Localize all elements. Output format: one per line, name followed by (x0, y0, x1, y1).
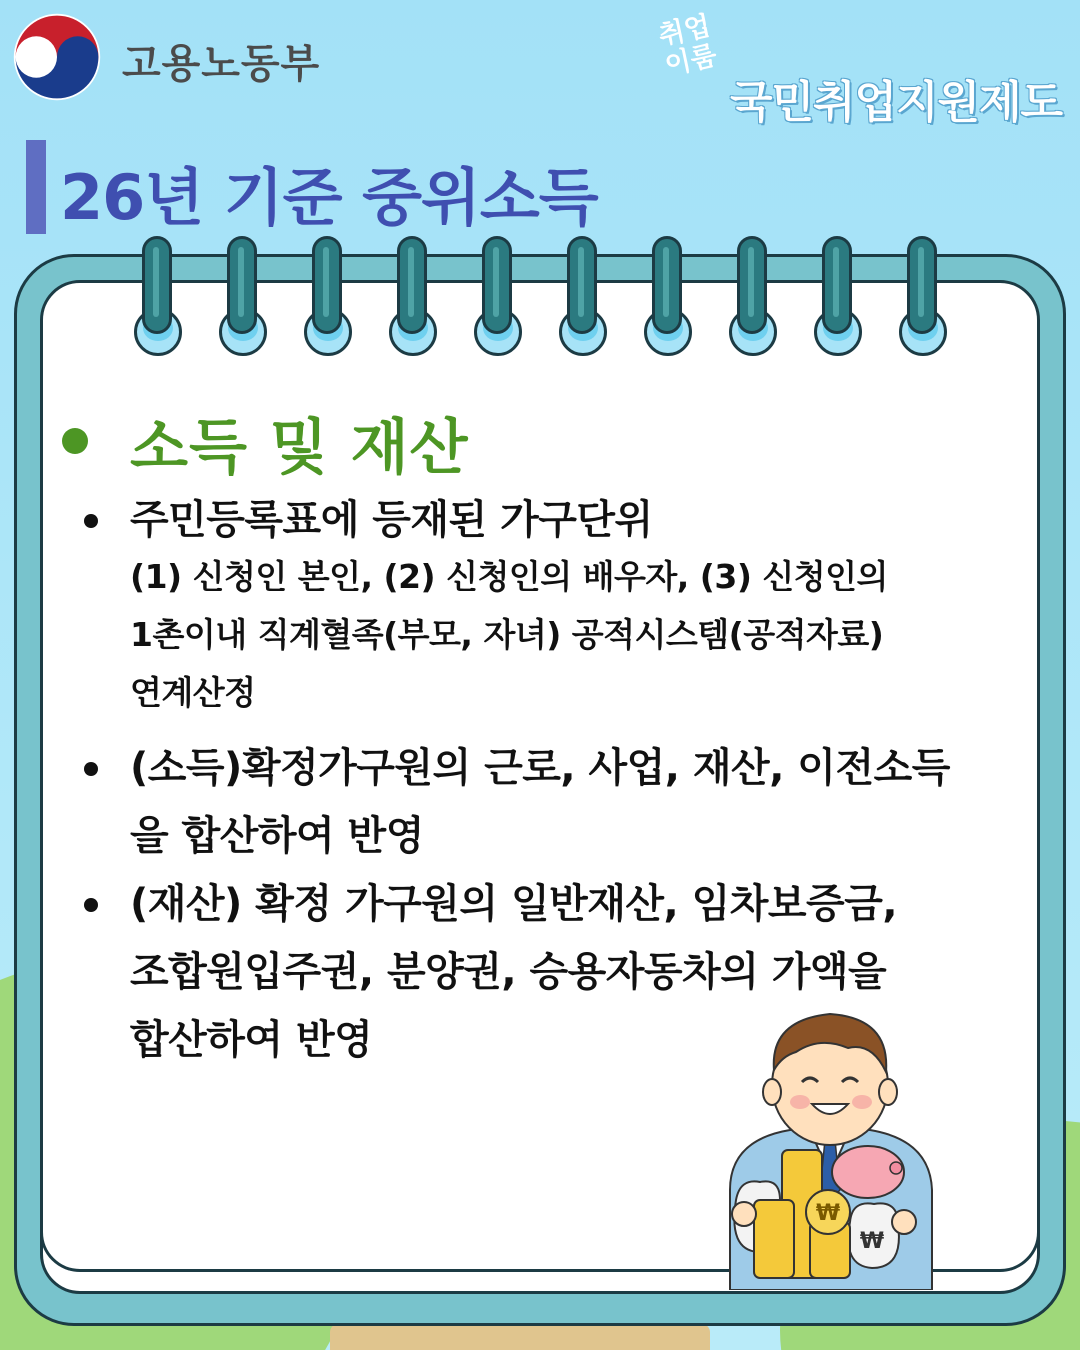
brand-small-line-1: 취업 (655, 10, 714, 52)
ring-bar (142, 236, 172, 334)
item-1-heading: 주민등록표에 등재된 가구단위 (130, 497, 653, 543)
ring-bar (652, 236, 682, 334)
notebook-ring-7 (644, 236, 688, 362)
brand-small-line-2: 이룸 (662, 39, 720, 82)
ring-bar (397, 236, 427, 334)
title-accent-bar (26, 140, 46, 234)
section-bullet (62, 428, 88, 454)
ring-bar (227, 236, 257, 334)
won-symbol-coin: ₩ (815, 1201, 841, 1226)
page-title: 26년 기준 중위소득 (60, 161, 598, 234)
item-3-line-3: 합산하여 반영 (130, 1017, 373, 1063)
notebook-ring-4 (389, 236, 433, 362)
item-2 (130, 734, 950, 870)
won-symbol-bag: ₩ (859, 1229, 885, 1254)
item-2-line-2: 을 합산하여 반영 (130, 813, 424, 859)
notebook-ring-6 (559, 236, 603, 362)
ministry-name: 고용노동부 (122, 41, 321, 87)
bullet-2 (84, 762, 98, 776)
item-3-line-1: (재산) 확정 가구원의 일반재산, 임차보증금, (130, 881, 898, 927)
brand-main-logo: 국민취업지원제도 (730, 77, 1063, 128)
notebook-ring-2 (219, 236, 263, 362)
notebook-ring-1 (134, 236, 178, 362)
item-1-detail-3: 연계산정 (130, 673, 256, 712)
bullet-3 (84, 898, 98, 912)
item-1-detail-2: 1촌이내 직계혈족(부모, 자녀) 공적시스템(공적자료) (130, 615, 884, 654)
ring-bar (312, 236, 342, 334)
section-title: 소득 및 재산 (130, 413, 469, 483)
ring-bar (907, 236, 937, 334)
item-1-detail-1: (1) 신청인 본인, (2) 신청인의 배우자, (3) 신청인의 (130, 557, 888, 596)
ring-bar (822, 236, 852, 334)
bullet-1 (84, 514, 98, 528)
ring-bar (482, 236, 512, 334)
item-3-line-2: 조합원입주권, 분양권, 승용자동차의 가액을 (130, 949, 887, 995)
item-2-line-1: (소득)확정가구원의 근로, 사업, 재산, 이전소득 (130, 745, 950, 791)
notebook-ring-3 (304, 236, 348, 362)
notebook-ring-10 (899, 236, 943, 362)
ring-bar (567, 236, 597, 334)
government-emblem-icon (12, 12, 102, 102)
notebook-ring-5 (474, 236, 518, 362)
notebook-ring-9 (814, 236, 858, 362)
item-1 (130, 486, 888, 722)
ring-bar (737, 236, 767, 334)
notebook-ring-8 (729, 236, 773, 362)
businessman-with-money-illustration (700, 1000, 960, 1290)
